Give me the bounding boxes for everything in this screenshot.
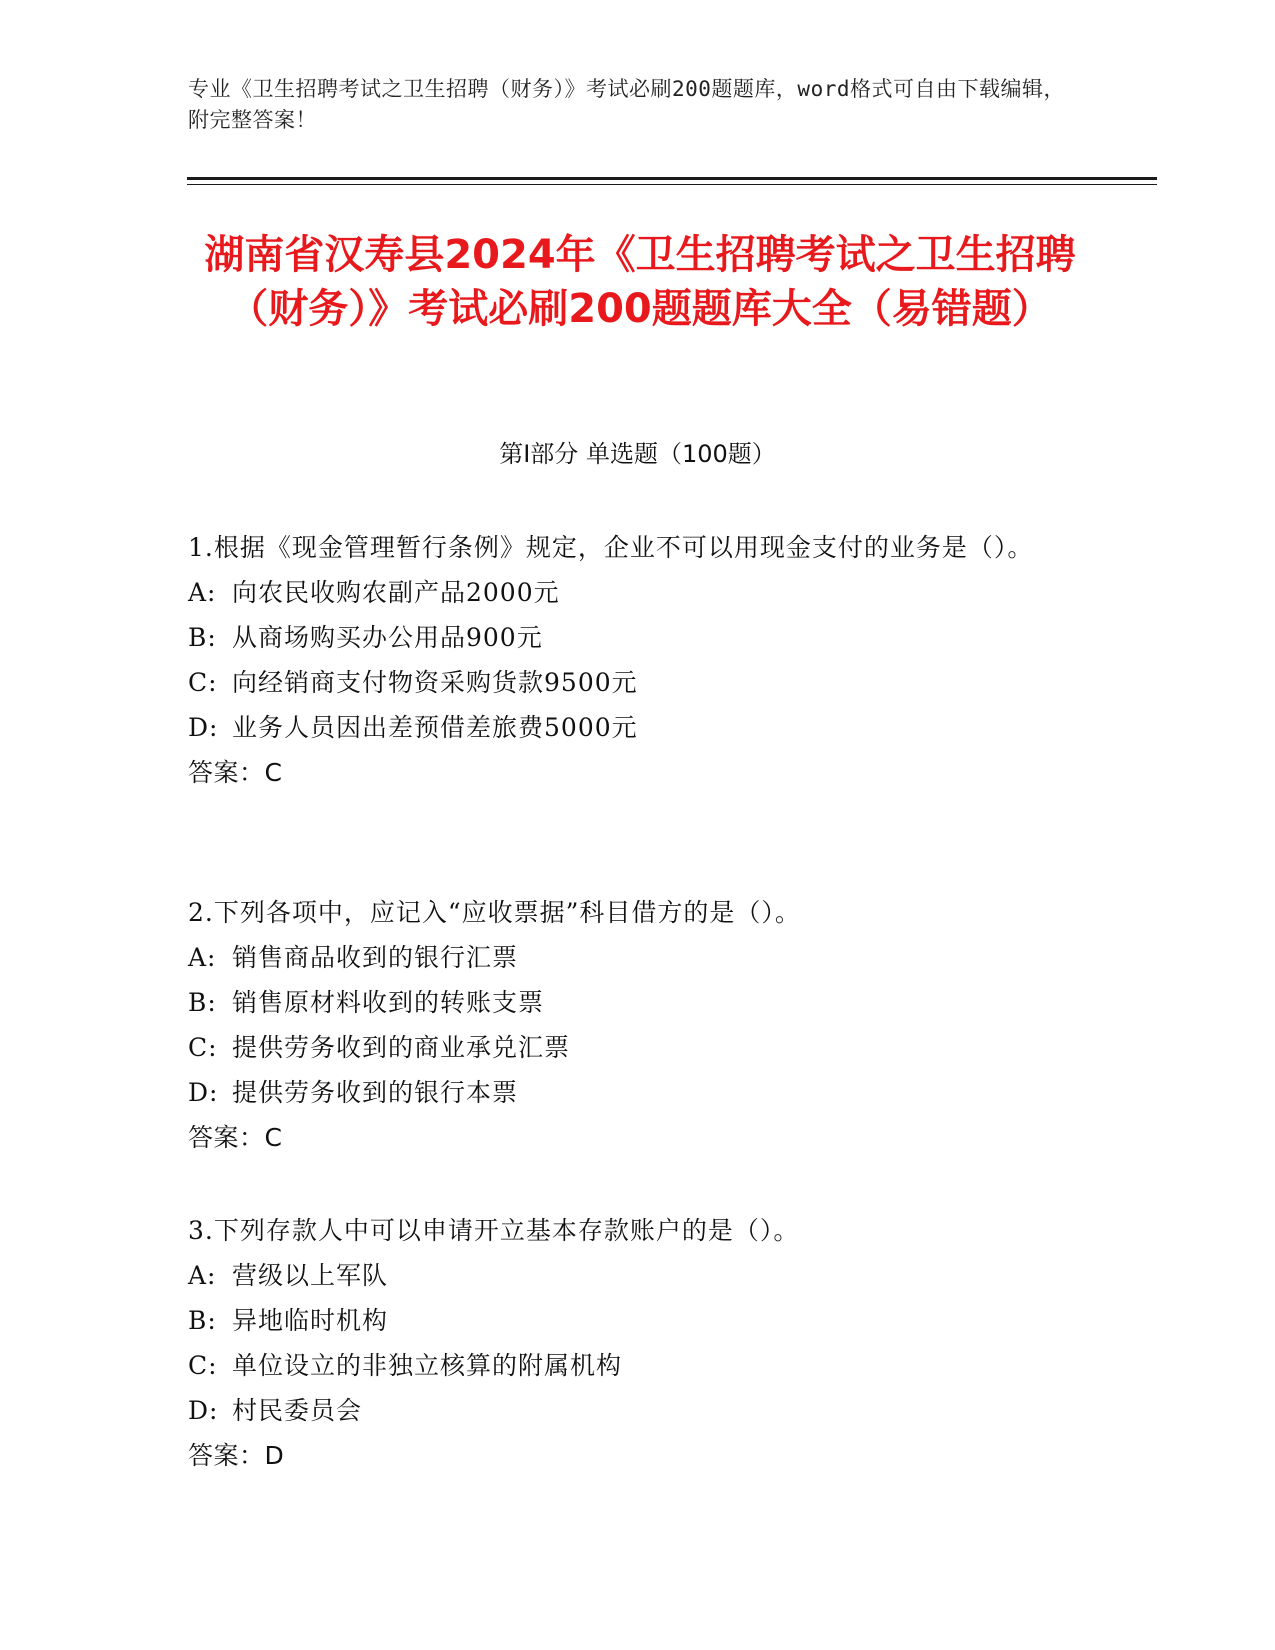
- question-1: [188, 525, 1068, 795]
- option-b: [188, 980, 1068, 1025]
- option-text: 向农民收购农副产品2000元: [232, 578, 560, 607]
- option-text: 业务人员因出差预借差旅费5000元: [232, 713, 638, 742]
- option-text: 向经销商支付物资采购货款9500元: [232, 668, 638, 697]
- option-a: [188, 1253, 1068, 1298]
- option-key: A:: [188, 1261, 217, 1290]
- question-stem: 1.根据《现金管理暂行条例》规定，企业不可以用现金支付的业务是（）。: [188, 533, 1034, 562]
- header-note: 专业《卫生招聘考试之卫生招聘（财务）》考试必刷200题题库，word格式可自由下载编辑，附完整答案！: [188, 77, 1065, 132]
- answer: 答案：D: [188, 1441, 285, 1470]
- option-b: [188, 1298, 1068, 1343]
- option-c: [188, 1025, 1068, 1070]
- option-key: B:: [188, 988, 217, 1017]
- option-key: C:: [188, 1351, 218, 1380]
- option-text: 村民委员会: [232, 1396, 363, 1425]
- option-text: 销售原材料收到的转账支票: [232, 988, 545, 1017]
- answer: 答案：C: [188, 758, 283, 787]
- option-d: [188, 1070, 1068, 1115]
- question-2: [188, 890, 1068, 1160]
- option-key: D:: [188, 1078, 219, 1107]
- option-b: [188, 615, 1068, 660]
- option-text: 异地临时机构: [232, 1306, 389, 1335]
- option-d: [188, 705, 1068, 750]
- option-key: A:: [188, 943, 217, 972]
- question-stem: 2.下列各项中，应记入“应收票据”科目借方的是（）。: [188, 898, 801, 927]
- option-a: [188, 570, 1068, 615]
- option-text: 提供劳务收到的商业承兑汇票: [232, 1033, 571, 1062]
- option-text: 从商场购买办公用品900元: [232, 623, 543, 652]
- option-key: C:: [188, 1033, 218, 1062]
- section-title: 第Ⅰ部分 单选题（100题）: [499, 440, 776, 468]
- option-c: [188, 1343, 1068, 1388]
- document-title: 湖南省汉寿县2024年《卫生招聘考试之卫生招聘（财务）》考试必刷200题题库大全（易错题）: [204, 232, 1076, 332]
- option-d: [188, 1388, 1068, 1433]
- question-3: [188, 1208, 1068, 1478]
- option-key: A:: [188, 578, 217, 607]
- option-text: 营级以上军队: [232, 1261, 389, 1290]
- option-text: 单位设立的非独立核算的附属机构: [232, 1351, 623, 1380]
- option-a: [188, 935, 1068, 980]
- option-text: 销售商品收到的银行汇票: [232, 943, 519, 972]
- option-key: D:: [188, 1396, 219, 1425]
- answer: 答案：C: [188, 1123, 283, 1152]
- option-key: B:: [188, 1306, 217, 1335]
- option-key: B:: [188, 623, 217, 652]
- option-key: C:: [188, 668, 218, 697]
- header-divider-thin: [187, 184, 1157, 185]
- question-stem: 3.下列存款人中可以申请开立基本存款账户的是（）。: [188, 1216, 800, 1245]
- header-divider-thick: [187, 177, 1157, 180]
- option-text: 提供劳务收到的银行本票: [232, 1078, 519, 1107]
- option-key: D:: [188, 713, 219, 742]
- option-c: [188, 660, 1068, 705]
